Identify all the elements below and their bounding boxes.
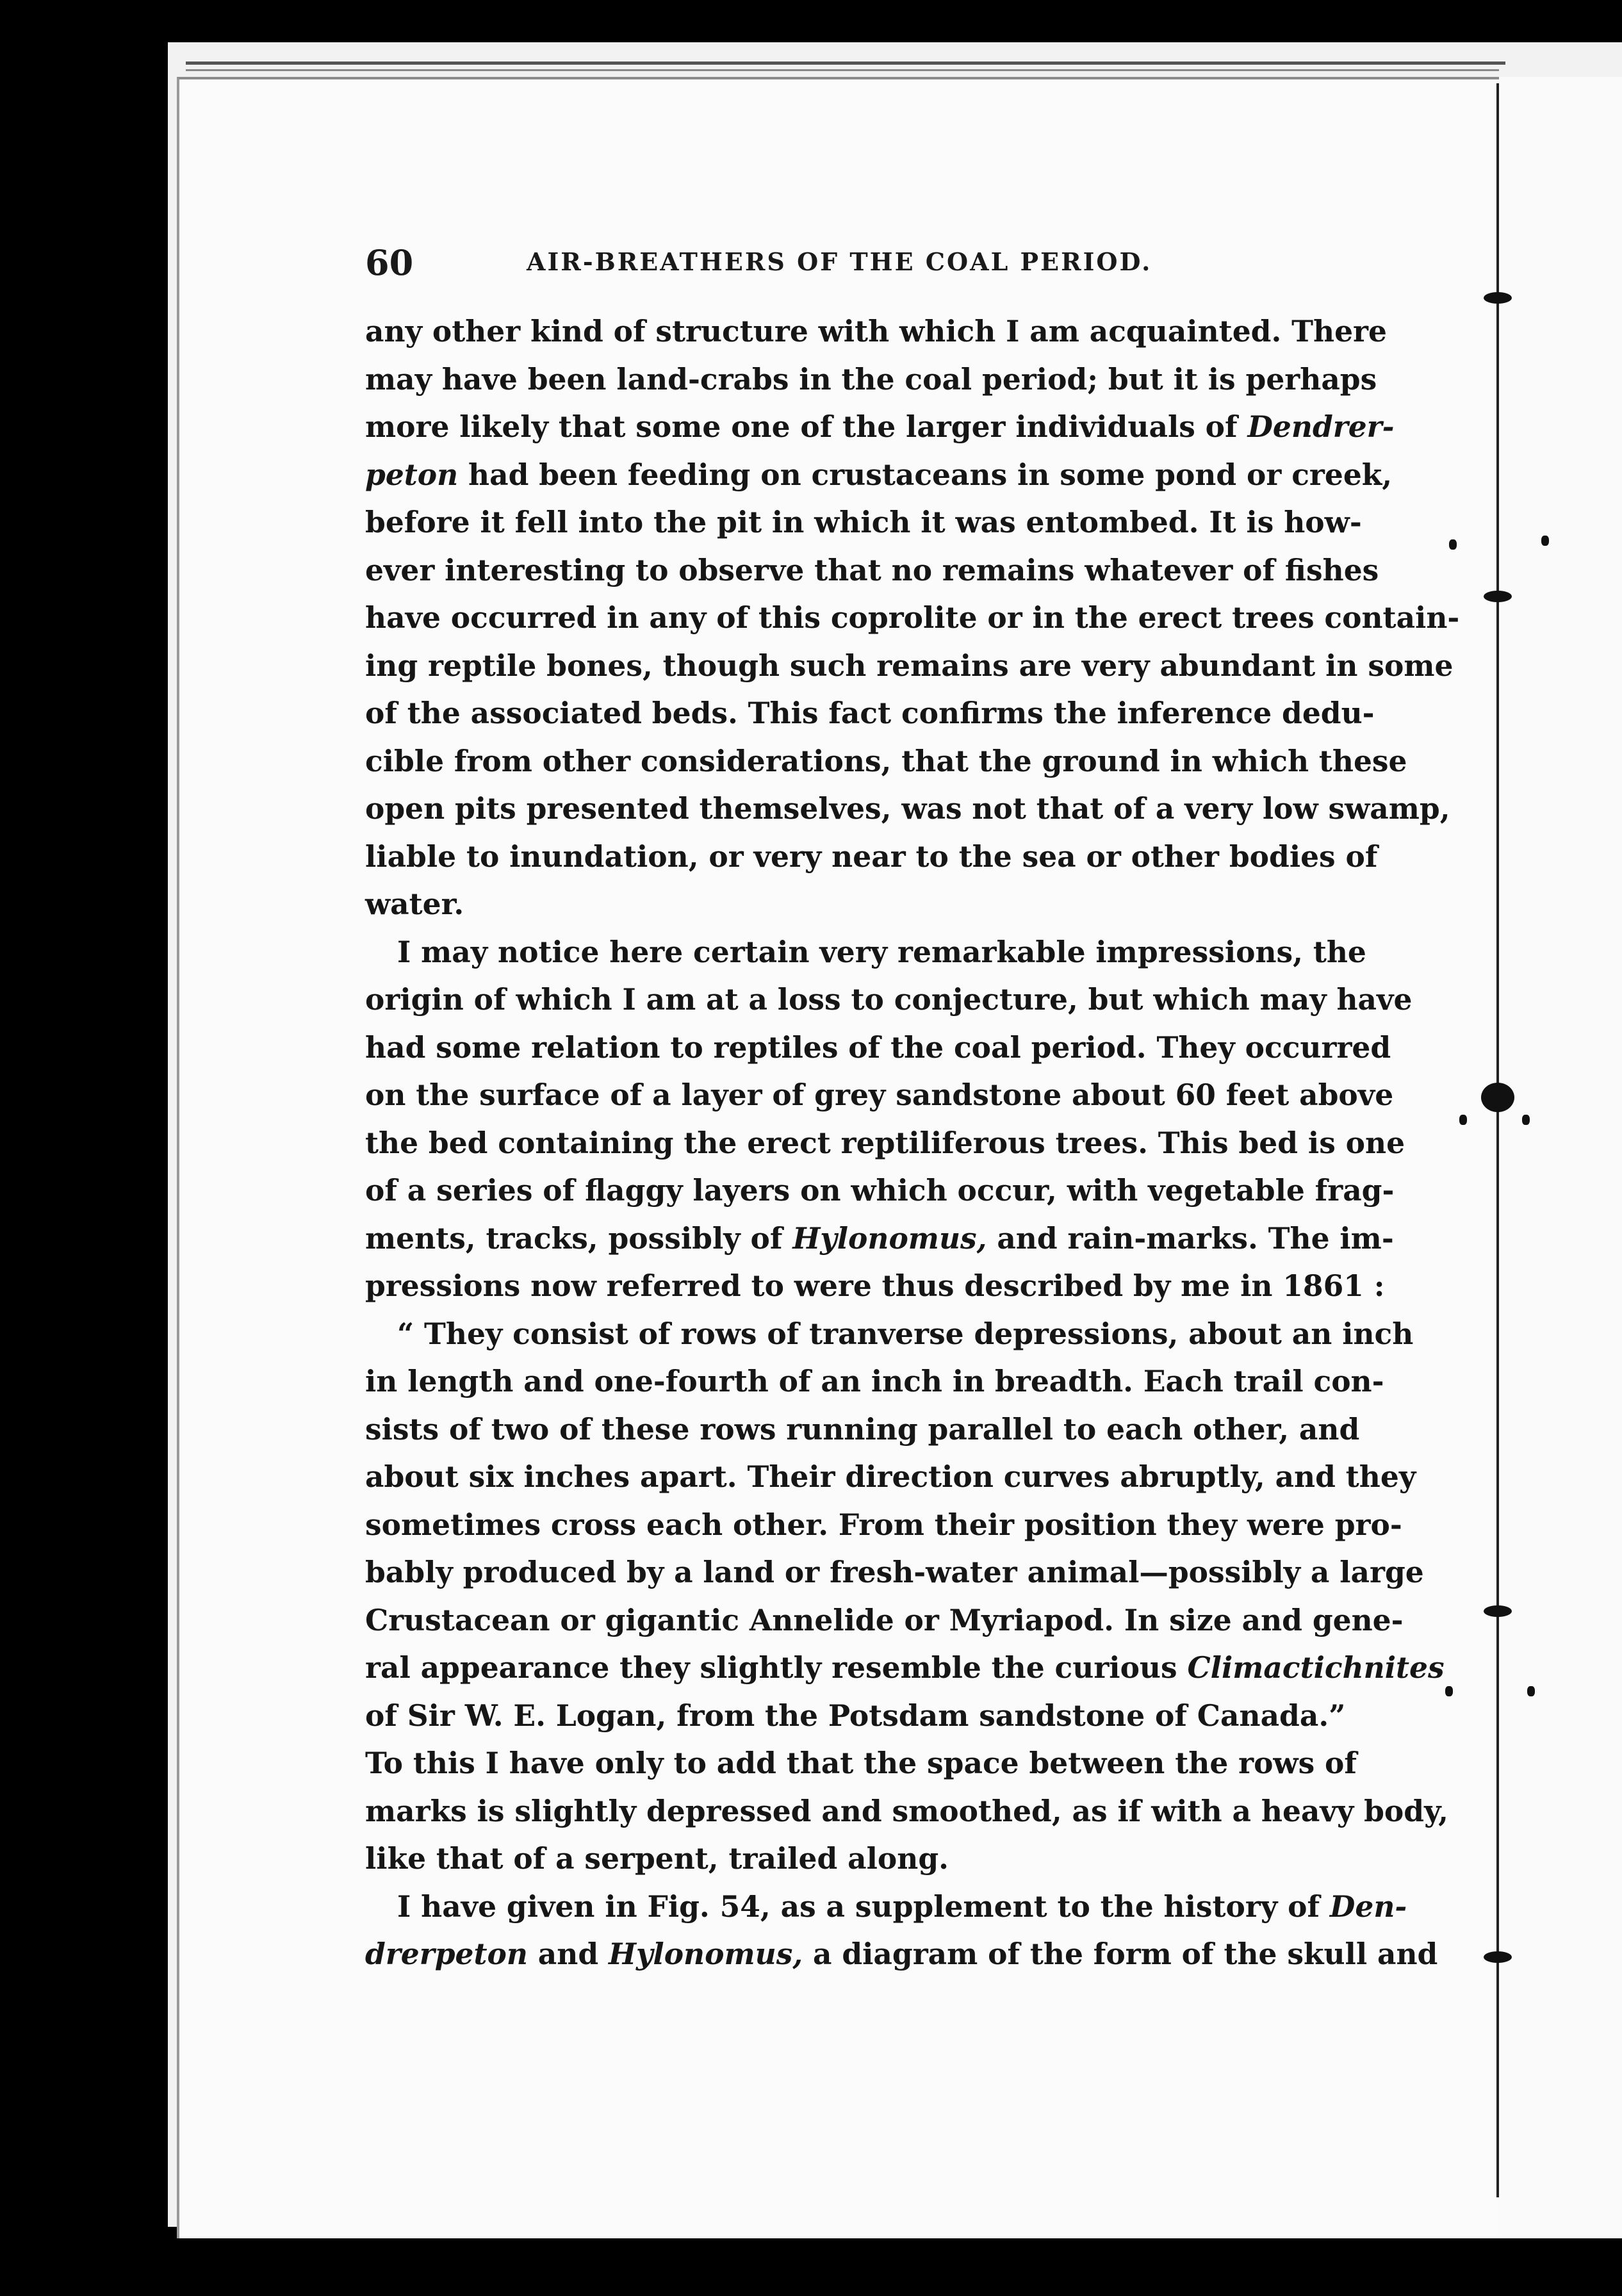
text-segment: had been feeding on crustaceans in some pond or creek, [458,457,1393,492]
text-line [365,1501,1402,1549]
binding-stitch-mark [1484,292,1512,304]
text-segment: cible from other considerations, that the ground in which these [365,743,1407,778]
text-segment: ing reptile bones, though such remains are very abundant in some [365,648,1454,683]
text-segment: about six inches apart. Their direction curves abruptly, and they [365,1459,1416,1494]
text-line [365,1406,1360,1454]
binding-stitch-mark [1484,591,1512,602]
italic-text: Den- [1329,1889,1407,1924]
text-segment: in length and one-fourth of an inch in breadth. Each trail con- [365,1364,1384,1398]
text-line [365,451,1393,499]
text-segment: like that of a serpent, trailed along. [365,1841,949,1876]
text-line [365,833,1378,881]
binding-hole-mark [1527,1686,1535,1696]
page-number: 60 [365,242,414,283]
text-line [365,1835,1257,1883]
binding-stitch-mark [1484,1605,1512,1617]
text-line [365,1692,1346,1740]
text-segment: on the surface of a layer of grey sandstone about 60 feet above [365,1078,1394,1112]
text-line [365,928,1366,976]
text-segment: may have been land-crabs in the coal period; but it is perhaps [365,361,1377,397]
binding-stitch-mark [1481,1083,1514,1112]
binding-hole-mark [1459,1115,1467,1125]
text-segment: of a series of flaggy layers on which occur, with vegetable frag- [365,1173,1395,1208]
italic-text: peton [365,457,459,492]
text-segment: any other kind of structure with which I am acquainted. There [365,314,1387,348]
text-segment: of the associated beds. This fact confirms the inference dedu- [365,696,1375,730]
binding-hole-mark [1522,1115,1530,1125]
text-line [365,1596,1404,1644]
text-segment: more likely that some one of the larger individuals of [365,409,1248,444]
text-segment: the bed containing the erect reptiliferous trees. This bed is one [365,1125,1405,1160]
text-segment: and rain-marks. The im- [987,1220,1394,1256]
text-segment: a diagram of the form of the skull and [803,1937,1438,1971]
text-line [365,1119,1405,1167]
text-line [365,1548,1424,1596]
text-line [365,308,1387,356]
page-header [365,242,1262,287]
text-line [365,689,1375,737]
text-segment: “ They consist of rows of tranverse depressions, about an inch [397,1316,1414,1351]
text-line [365,356,1377,404]
text-line [365,737,1407,785]
text-line [365,1644,1445,1692]
binding-edge [1496,83,1499,2197]
italic-text: Hylonomus, [608,1937,803,1971]
italic-text: drerpeton [365,1937,528,1971]
text-line [365,1071,1394,1119]
text-line [365,1883,1407,1931]
text-segment: bably produced by a land or fresh-water animal—possibly a large [365,1555,1424,1589]
text-segment: have occurred in any of this coprolite or in the erect trees contain- [365,600,1460,635]
italic-text: Dendrer- [1247,409,1395,444]
text-line [365,498,1362,546]
text-segment: water. [365,887,464,921]
text-segment: liable to inundation, or very near to the sea or other bodies of [365,839,1378,874]
text-line [365,1739,1357,1787]
text-line [365,1310,1414,1358]
text-segment: origin of which I am at a loss to conjecture, but which may have [365,982,1413,1017]
text-segment: I have given in Fig. 54, as a supplement to the history of [397,1889,1330,1924]
text-line [365,880,1257,928]
text-line [365,1262,1385,1310]
text-segment: I may notice here certain very remarkable impressions, the [397,934,1366,969]
text-line [365,785,1450,833]
facing-page-strip [1499,77,1622,2236]
text-segment: sometimes cross each other. From their position they were pro- [365,1507,1402,1542]
body-text [365,308,1460,1978]
text-line [365,976,1413,1024]
text-segment: had some relation to reptiles of the coal period. They occurred [365,1029,1391,1065]
text-line [365,594,1460,642]
text-line [365,1357,1384,1406]
text-line [365,1453,1416,1501]
text-segment: pressions now referred to were thus described by me in 1861 : [365,1268,1385,1303]
binding-hole-mark [1449,539,1457,550]
text-segment: sists of two of these rows running parallel to each other, and [365,1411,1360,1447]
top-page-edge [186,62,1505,65]
text-segment: marks is slightly depressed and smoothed, as if with a heavy body, [365,1793,1449,1828]
text-segment: before it fell into the pit in which it was entombed. It is how- [365,505,1362,539]
text-line [365,403,1395,451]
text-line [365,1024,1391,1072]
text-line [365,1167,1395,1215]
binding-hole-mark [1541,536,1549,546]
text-segment: ral appearance they slightly resemble the curious [365,1650,1188,1685]
binding-stitch-mark [1484,1951,1512,1963]
top-page-edge-inner [186,69,1499,71]
text-segment: ever interesting to observe that no remains whatever of fishes [365,552,1379,587]
italic-text: Climactichnites [1187,1650,1445,1685]
running-head: AIR-BREATHERS OF THE COAL PERIOD. [527,247,1152,276]
text-segment: open pits presented themselves, was not that of a very low swamp, [365,791,1450,826]
text-segment: To this I have only to add that the space between the rows of [365,1746,1357,1780]
text-line [365,1787,1449,1835]
text-line [365,642,1454,690]
text-segment: ments, tracks, possibly of [365,1220,793,1256]
italic-text: Hylonomus, [792,1220,987,1256]
text-line [365,546,1379,594]
text-segment: Crustacean or gigantic Annelide or Myriapod. In size and gene- [365,1602,1404,1637]
text-segment: and [527,1937,609,1971]
text-line [365,1215,1394,1263]
text-segment: of Sir W. E. Logan, from the Potsdam sandstone of Canada.” [365,1698,1346,1733]
text-line [365,1930,1438,1978]
binding-hole-mark [1445,1686,1453,1696]
